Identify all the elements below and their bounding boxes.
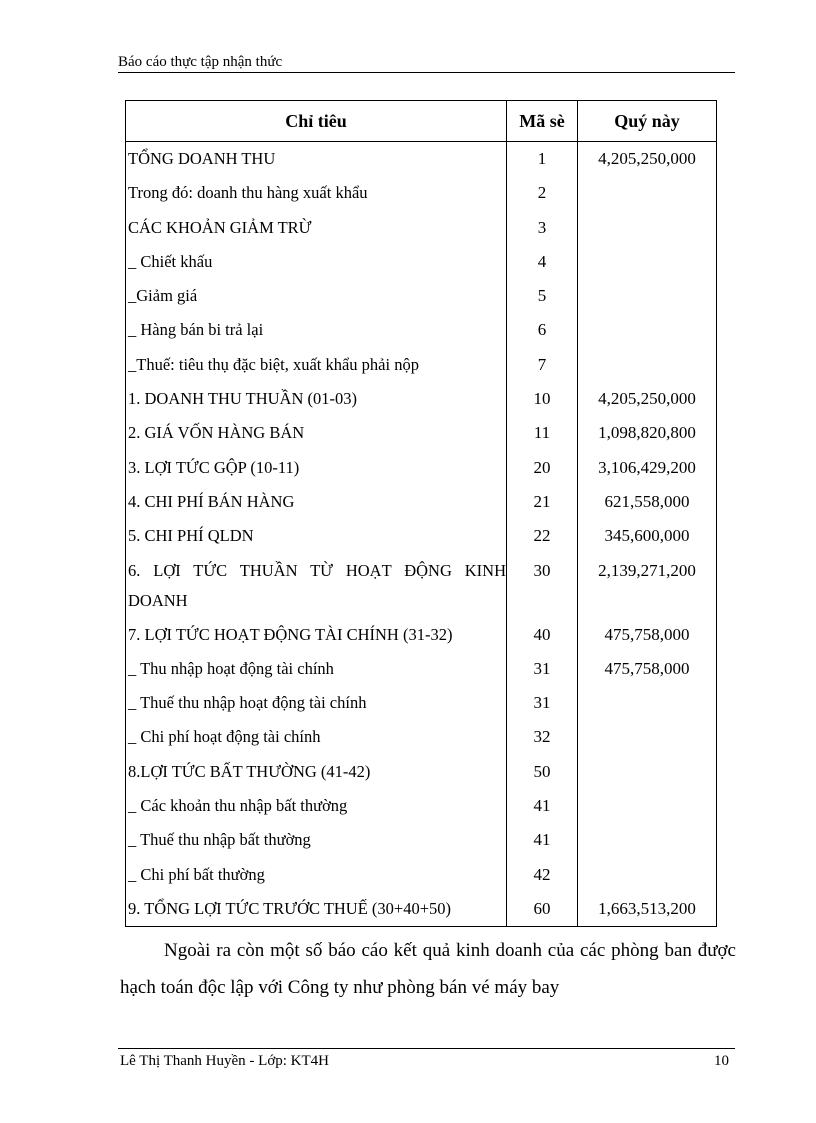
- indicator-cell: [126, 485, 507, 519]
- code-cell: 5: [507, 279, 578, 313]
- amount-cell: [578, 279, 717, 313]
- amount-cell: [578, 858, 717, 892]
- code-cell: 31: [507, 686, 578, 720]
- code-cell: 42: [507, 858, 578, 892]
- table-row: [126, 519, 717, 553]
- indicator-cell: [126, 858, 507, 892]
- page-number: 10: [714, 1053, 729, 1069]
- indicator-cell: [126, 823, 507, 857]
- code-cell: 31: [507, 652, 578, 686]
- code-cell: 7: [507, 348, 578, 382]
- indicator-label: 1. DOANH THU THUẦN (01-03): [128, 389, 357, 409]
- table-row: [126, 823, 717, 857]
- indicator-label: 8.LỢI TỨC BẤT THƯỜNG (41-42): [128, 761, 371, 781]
- indicator-label: _ Chiết khấu: [128, 251, 213, 271]
- indicator-label: Trong đó: doanh thu hàng xuất khẩu: [128, 183, 368, 203]
- table-row: [126, 142, 717, 177]
- table-row: [126, 245, 717, 279]
- code-cell: 60: [507, 892, 578, 927]
- indicator-cell: [126, 720, 507, 754]
- indicator-cell: [126, 618, 507, 652]
- column-header-code: Mã sè: [507, 101, 578, 142]
- table-header-row: [126, 101, 717, 142]
- indicator-cell: [126, 142, 507, 177]
- body-paragraph: Ngoài ra còn một số báo cáo kết quả kinh doanh của các phòng ban được hạch toán độc lập với Công ty như phòng bán vé máy bay: [120, 940, 736, 998]
- indicator-cell: [126, 789, 507, 823]
- indicator-label: 2. GIÁ VỐN HÀNG BÁN: [128, 423, 305, 443]
- amount-cell: 475,758,000: [578, 618, 717, 652]
- indicator-cell: [126, 892, 507, 927]
- column-header-indicator: Chỉ tiêu: [126, 101, 507, 142]
- amount-cell: [578, 686, 717, 720]
- indicator-label: _ Chi phí bất thường: [128, 864, 265, 884]
- code-cell: 6: [507, 313, 578, 347]
- amount-cell: [578, 789, 717, 823]
- indicator-label: _Thuế: tiêu thụ đặc biệt, xuất khẩu phải nộp: [128, 354, 419, 374]
- indicator-cell: [126, 451, 507, 485]
- indicator-label: _ Thu nhập hoạt động tài chính: [128, 658, 334, 678]
- amount-cell: 4,205,250,000: [578, 142, 717, 177]
- amount-cell: [578, 348, 717, 382]
- code-cell: 10: [507, 382, 578, 416]
- page-header: [118, 52, 735, 73]
- amount-cell: [578, 823, 717, 857]
- indicator-label: 6. LỢI TỨC THUẦN TỪ HOẠT ĐỘNG KINH DOANH: [128, 560, 506, 610]
- code-cell: 1: [507, 142, 578, 177]
- table-row: [126, 720, 717, 754]
- indicator-label: 7. LỢI TỨC HOẠT ĐỘNG TÀI CHÍNH (31-32): [128, 624, 453, 644]
- table-row: [126, 892, 717, 927]
- code-cell: 40: [507, 618, 578, 652]
- indicator-cell: [126, 176, 507, 210]
- amount-cell: [578, 720, 717, 754]
- table-row: [126, 416, 717, 450]
- indicator-label: _ Chi phí hoạt động tài chính: [128, 727, 321, 747]
- amount-cell: [578, 313, 717, 347]
- amount-cell: [578, 211, 717, 245]
- code-cell: 20: [507, 451, 578, 485]
- code-cell: 30: [507, 554, 578, 618]
- indicator-cell: [126, 211, 507, 245]
- table-row: [126, 485, 717, 519]
- indicator-cell: [126, 279, 507, 313]
- amount-cell: 345,600,000: [578, 519, 717, 553]
- page-footer: [118, 1048, 735, 1075]
- code-cell: 22: [507, 519, 578, 553]
- indicator-label: _ Thuế thu nhập hoạt động tài chính: [128, 693, 367, 713]
- amount-cell: 4,205,250,000: [578, 382, 717, 416]
- indicator-cell: [126, 348, 507, 382]
- table-row: [126, 554, 717, 618]
- code-cell: 3: [507, 211, 578, 245]
- table-row: [126, 858, 717, 892]
- column-header-amount: Quý này: [578, 101, 717, 142]
- code-cell: 2: [507, 176, 578, 210]
- amount-cell: [578, 755, 717, 789]
- table-row: [126, 451, 717, 485]
- indicator-cell: [126, 519, 507, 553]
- indicator-label: _ Thuế thu nhập bất thường: [128, 830, 311, 850]
- amount-cell: 475,758,000: [578, 652, 717, 686]
- table-row: [126, 348, 717, 382]
- amount-cell: [578, 245, 717, 279]
- indicator-cell: [126, 554, 507, 618]
- indicator-cell: [126, 652, 507, 686]
- table-row: [126, 382, 717, 416]
- table-row: [126, 755, 717, 789]
- indicator-cell: [126, 245, 507, 279]
- indicator-label: 3. LỢI TỨC GỘP (10-11): [128, 457, 300, 477]
- indicator-cell: [126, 313, 507, 347]
- table-row: [126, 211, 717, 245]
- table-row: [126, 686, 717, 720]
- table-row: [126, 789, 717, 823]
- table-row: [126, 279, 717, 313]
- footer-author: Lê Thị Thanh Huyền - Lớp: KT4H: [120, 1053, 330, 1069]
- amount-cell: 3,106,429,200: [578, 451, 717, 485]
- indicator-label: 4. CHI PHÍ BÁN HÀNG: [128, 491, 295, 511]
- amount-cell: [578, 176, 717, 210]
- code-cell: 50: [507, 755, 578, 789]
- amount-cell: 1,663,513,200: [578, 892, 717, 927]
- indicator-cell: [126, 686, 507, 720]
- indicator-label: 5. CHI PHÍ QLDN: [128, 526, 254, 546]
- table-row: [126, 652, 717, 686]
- indicator-cell: [126, 755, 507, 789]
- indicator-cell: [126, 382, 507, 416]
- code-cell: 41: [507, 823, 578, 857]
- indicator-label: TỔNG DOANH THU: [128, 149, 276, 168]
- code-cell: 41: [507, 789, 578, 823]
- header-title: Báo cáo thực tập nhận thức: [118, 54, 283, 70]
- indicator-label: CÁC KHOẢN GIẢM TRỪ: [128, 217, 312, 237]
- table-row: [126, 313, 717, 347]
- indicator-label: _ Hàng bán bi trả lại: [128, 320, 264, 340]
- amount-cell: 621,558,000: [578, 485, 717, 519]
- table-row: [126, 618, 717, 652]
- indicator-label: 9. TỔNG LỢI TỨC TRƯỚC THUẾ (30+40+50): [128, 898, 452, 918]
- code-cell: 21: [507, 485, 578, 519]
- indicator-label: _ Các khoản thu nhập bất thường: [128, 796, 348, 816]
- income-statement-table: [125, 100, 717, 927]
- indicator-label: _Giảm giá: [128, 286, 198, 306]
- code-cell: 32: [507, 720, 578, 754]
- amount-cell: 1,098,820,800: [578, 416, 717, 450]
- amount-cell: 2,139,271,200: [578, 554, 717, 618]
- indicator-cell: [126, 416, 507, 450]
- table-row: [126, 176, 717, 210]
- code-cell: 4: [507, 245, 578, 279]
- code-cell: 11: [507, 416, 578, 450]
